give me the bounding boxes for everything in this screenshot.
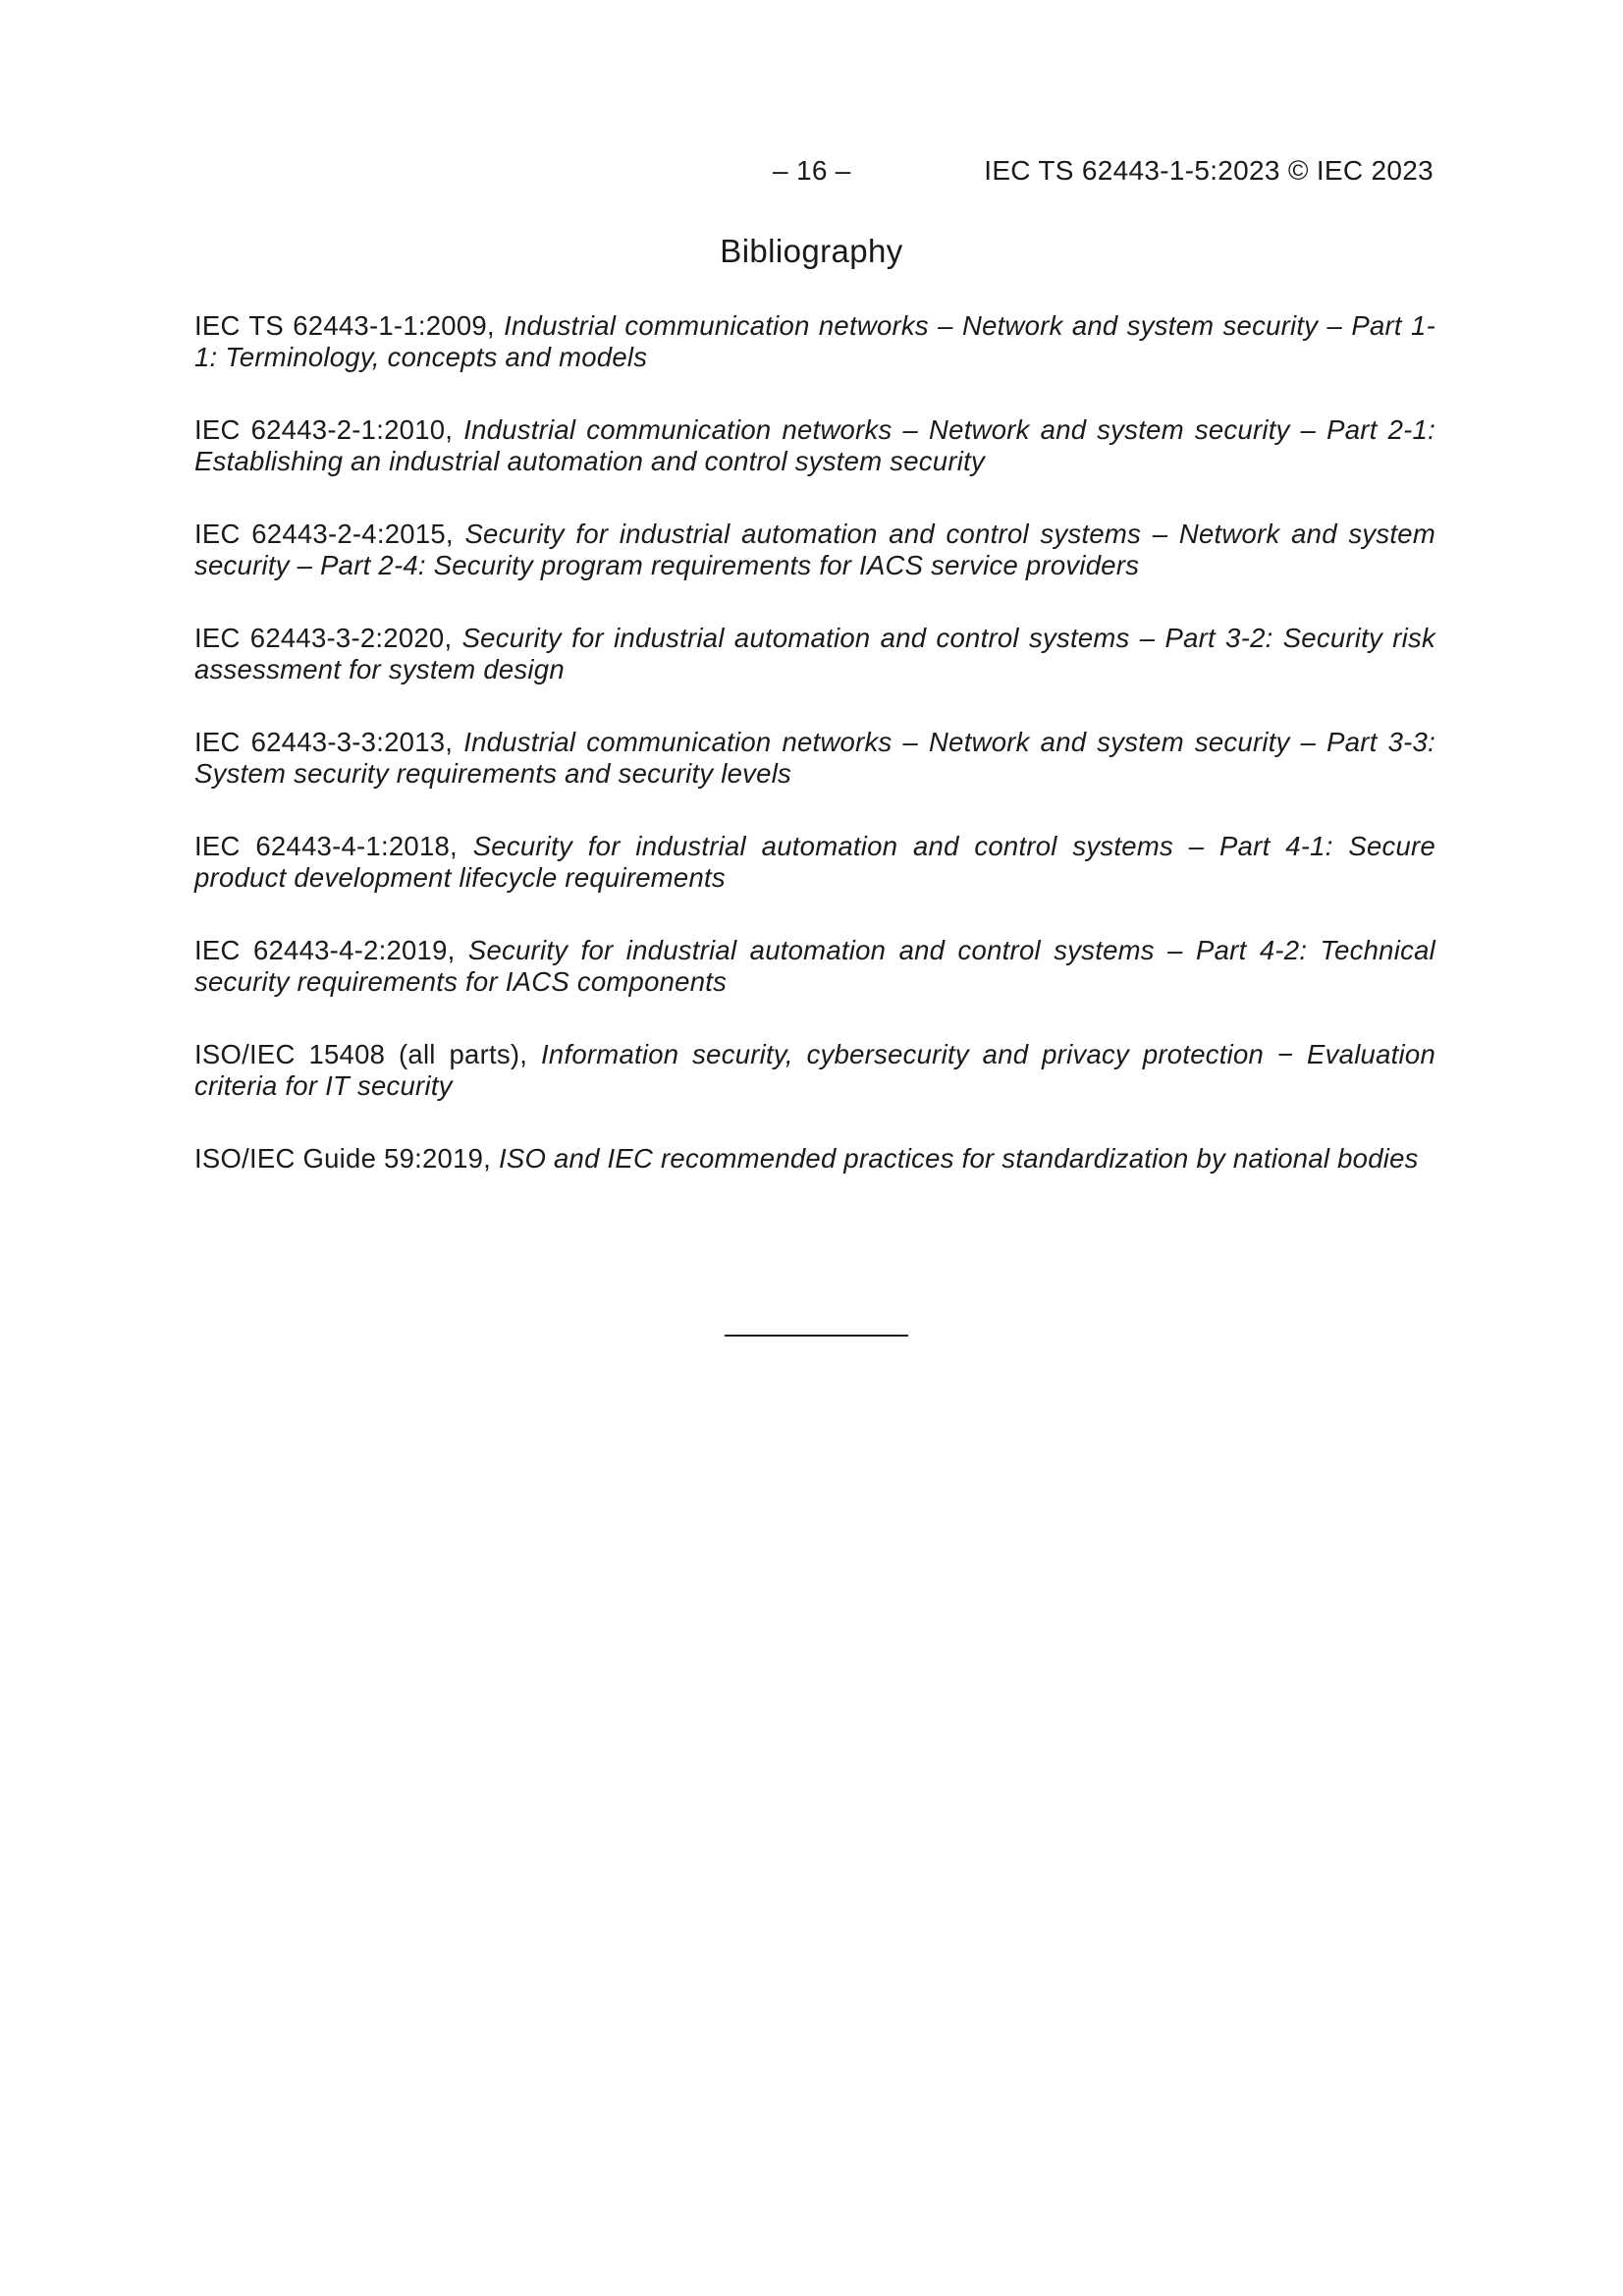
reference-designation: IEC TS 62443-1-1:2009, — [194, 310, 505, 341]
reference-designation: IEC 62443-2-4:2015, — [194, 519, 465, 549]
page-number: – 16 – — [773, 155, 851, 186]
bibliography-entry — [194, 935, 1435, 998]
reference-designation: ISO/IEC Guide 59:2019, — [194, 1143, 499, 1174]
reference-designation: IEC 62443-2-1:2010, — [194, 414, 464, 445]
reference-title: Security for industrial automation and control systems – Network and system security – Part 2-4: Security program requirements for IACS service providers — [194, 519, 1435, 580]
reference-title: ISO and IEC recommended practices for standardization by national bodies — [498, 1143, 1419, 1174]
end-of-document-rule — [725, 1335, 908, 1337]
reference-title: Security for industrial automation and control systems – Part 3-2: Security risk assessment for system design — [194, 623, 1436, 684]
page-header — [0, 155, 1623, 191]
bibliography-entry — [194, 519, 1435, 581]
bibliography-entry — [194, 414, 1435, 477]
reference-title: Industrial communication networks – Network and system security – Part 1-1: Terminology, concepts and models — [194, 310, 1435, 372]
bibliography-entry — [194, 623, 1435, 685]
bibliography-entry — [194, 727, 1435, 790]
bibliography-list — [194, 310, 1435, 1216]
reference-designation: IEC 62443-4-2:2019, — [194, 935, 468, 965]
reference-title: Industrial communication networks – Network and system security – Part 3-3: System security requirements and security levels — [194, 727, 1435, 789]
bibliography-entry — [194, 1143, 1435, 1175]
bibliography-entry — [194, 1039, 1435, 1102]
page-title: Bibliography — [720, 233, 903, 269]
bibliography-entry — [194, 831, 1435, 894]
reference-designation: IEC 62443-3-2:2020, — [194, 623, 462, 653]
bibliography-entry — [194, 310, 1435, 373]
reference-designation: IEC 62443-3-3:2013, — [194, 727, 464, 757]
reference-title: Information security, cybersecurity and privacy protection − Evaluation criteria for IT security — [194, 1039, 1435, 1101]
reference-title: Security for industrial automation and control systems – Part 4-2: Technical security requirements for IACS components — [194, 935, 1435, 997]
reference-designation: IEC 62443-4-1:2018, — [194, 831, 473, 861]
reference-designation: ISO/IEC 15408 (all parts), — [194, 1039, 542, 1069]
reference-title: Security for industrial automation and control systems – Part 4-1: Secure product development lifecycle requirements — [194, 831, 1435, 893]
reference-title: Industrial communication networks – Network and system security – Part 2-1: Establishing an industrial automation and control system security — [194, 414, 1435, 476]
document-identifier: IEC TS 62443-1-5:2023 © IEC 2023 — [984, 155, 1434, 186]
